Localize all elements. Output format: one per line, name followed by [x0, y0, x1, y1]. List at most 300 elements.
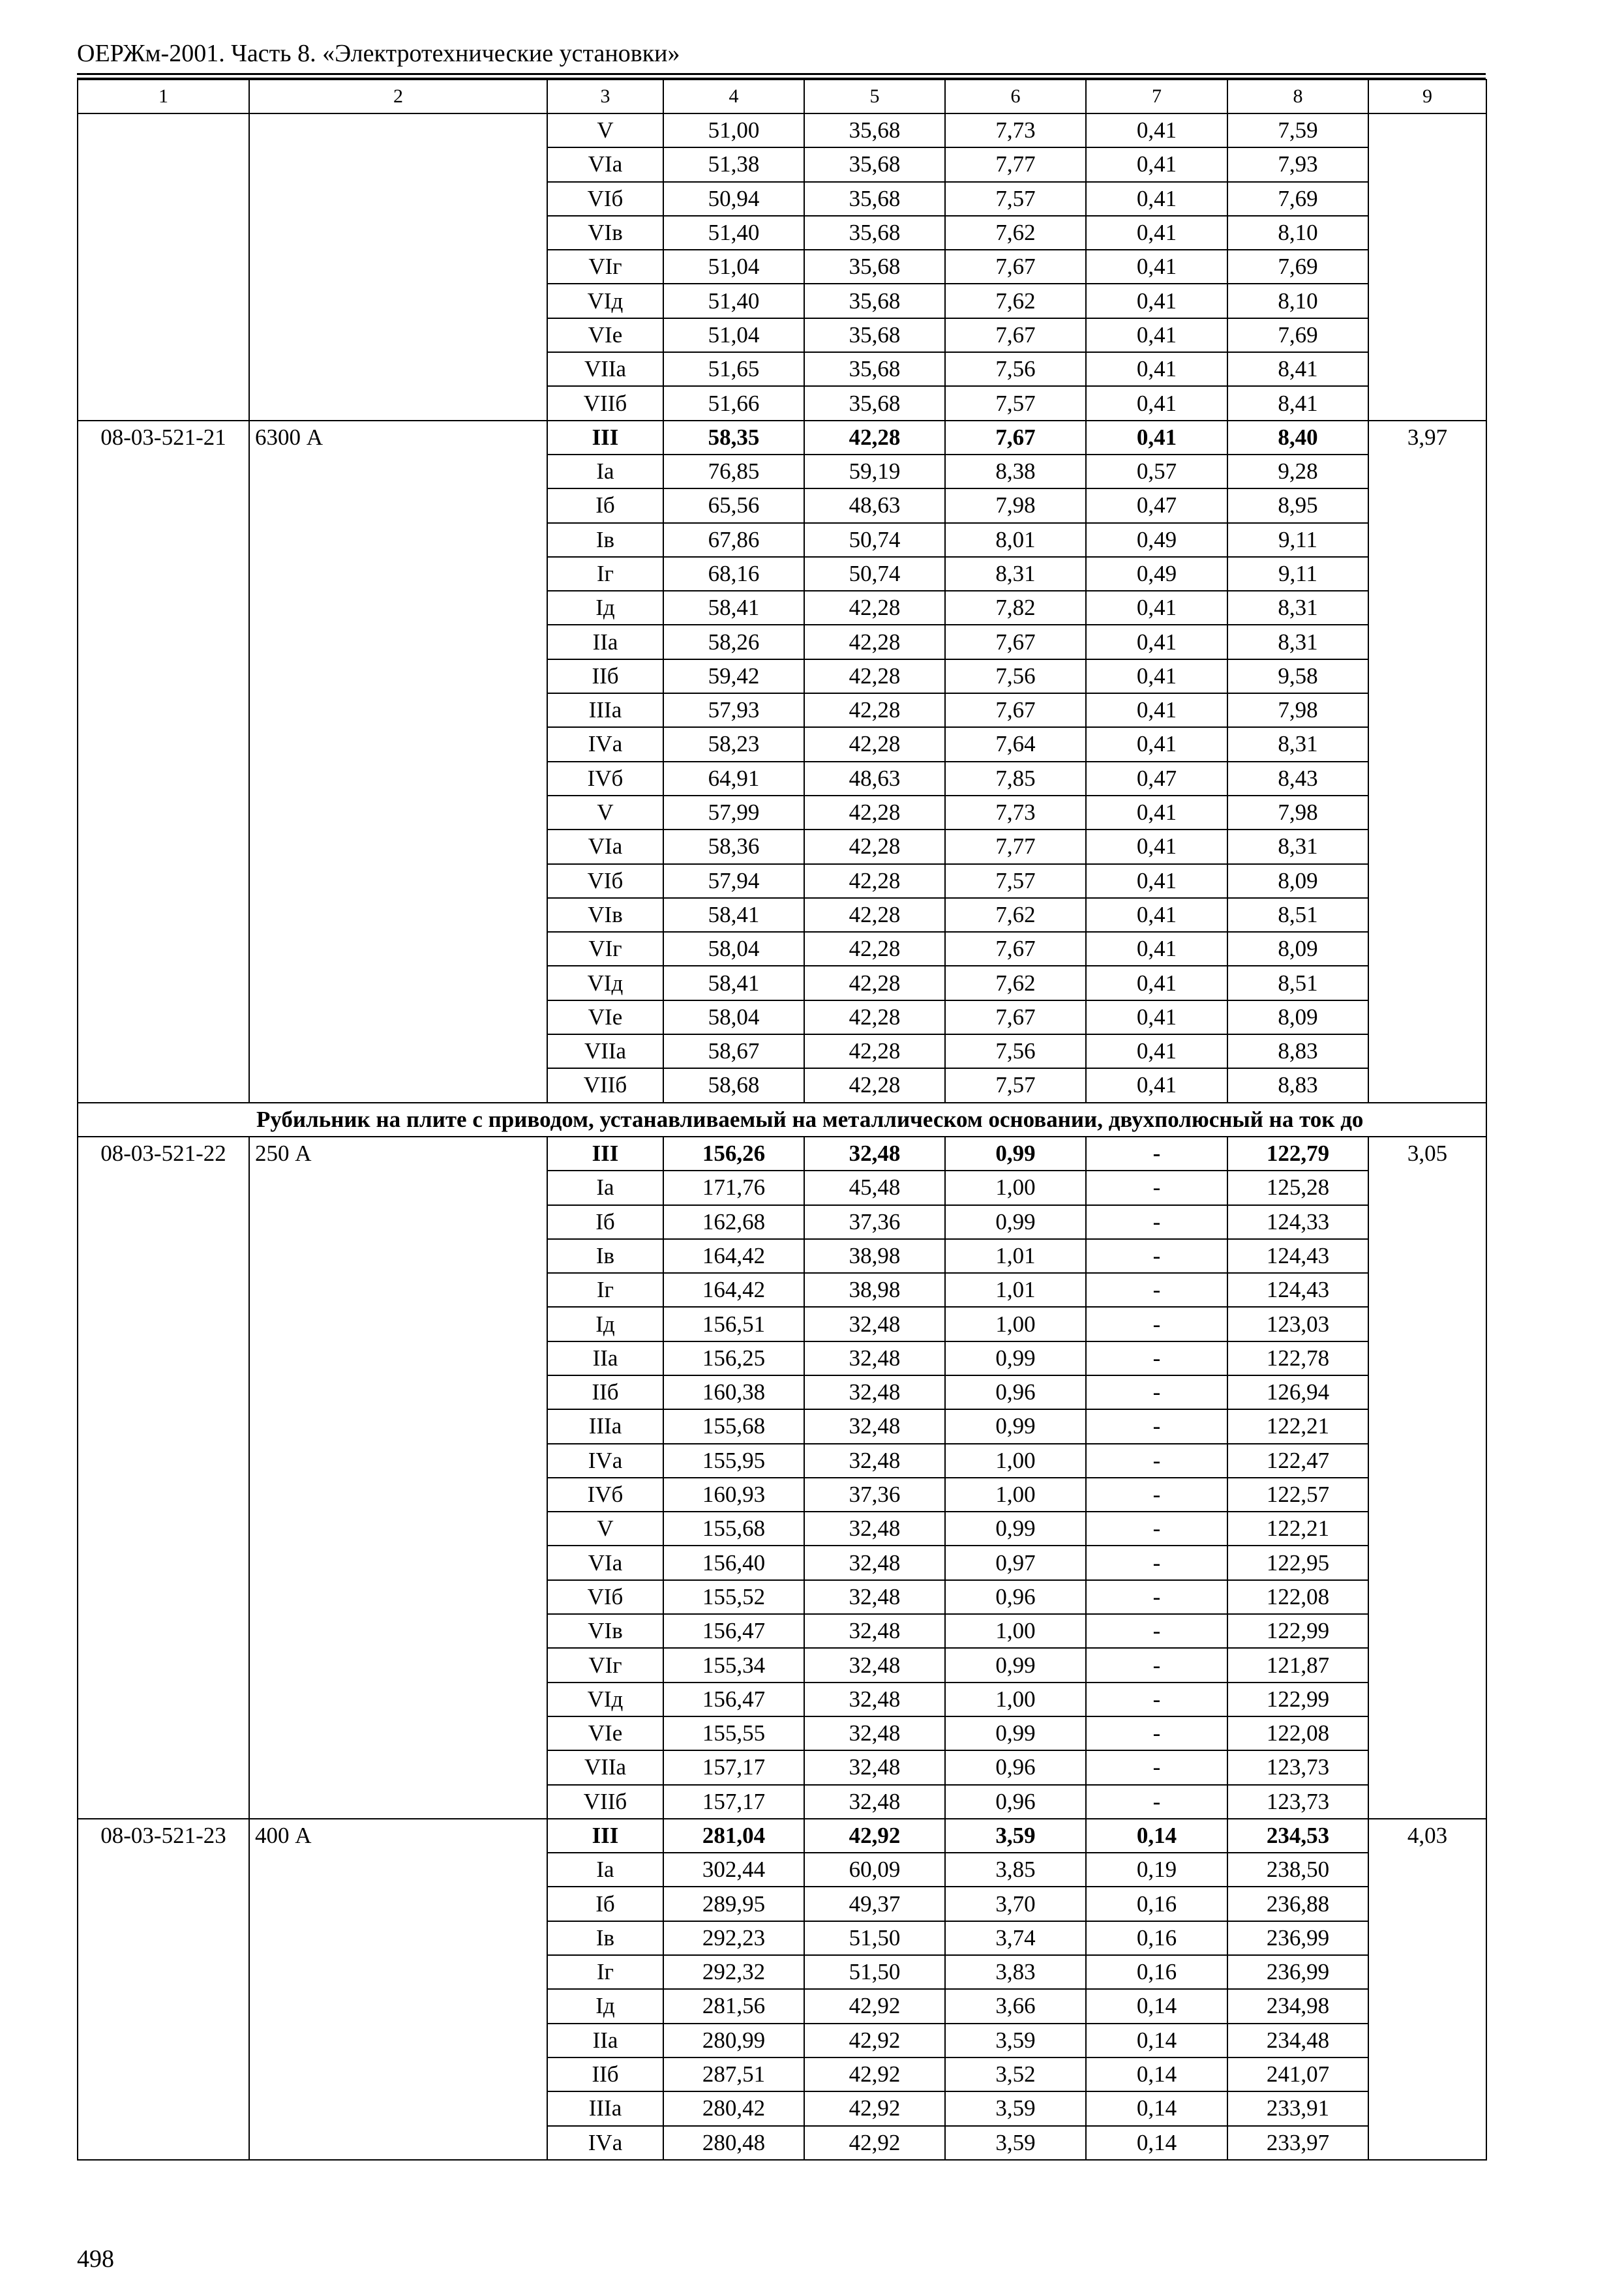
col9-value: 4,03	[1368, 1819, 1486, 2160]
value-cell: 7,56	[945, 659, 1086, 693]
zone-cell: VIб	[547, 182, 663, 216]
zone-cell: VIв	[547, 1614, 663, 1648]
zone-cell: VIд	[547, 284, 663, 318]
value-cell: 7,67	[945, 693, 1086, 727]
rate-code: 08-03-521-23	[78, 1819, 249, 2160]
value-cell: 58,23	[663, 727, 804, 761]
zone-cell: Iв	[547, 523, 663, 557]
value-cell: 8,83	[1227, 1068, 1368, 1102]
value-cell: 7,67	[945, 1000, 1086, 1034]
value-cell: 8,95	[1227, 488, 1368, 522]
zone-cell: VIг	[547, 1648, 663, 1682]
value-cell: 37,36	[804, 1205, 945, 1239]
value-cell: 0,41	[1086, 250, 1227, 284]
value-cell: 48,63	[804, 762, 945, 796]
value-cell: 51,04	[663, 250, 804, 284]
value-cell: 9,11	[1227, 523, 1368, 557]
value-cell: 0,41	[1086, 830, 1227, 863]
value-cell: 8,51	[1227, 898, 1368, 932]
value-cell: 51,00	[663, 113, 804, 147]
zone-cell: Iб	[547, 1887, 663, 1921]
value-cell: 8,31	[1227, 830, 1368, 863]
zone-cell: IVа	[547, 2126, 663, 2160]
value-cell: 0,41	[1086, 898, 1227, 932]
value-cell: 58,36	[663, 830, 804, 863]
value-cell: 0,99	[945, 1716, 1086, 1750]
value-cell: 7,64	[945, 727, 1086, 761]
value-cell: 58,04	[663, 932, 804, 966]
value-cell: 0,49	[1086, 523, 1227, 557]
value-cell: 7,57	[945, 386, 1086, 420]
value-cell: 8,43	[1227, 762, 1368, 796]
value-cell: 57,93	[663, 693, 804, 727]
value-cell: 122,95	[1227, 1546, 1368, 1579]
value-cell: 0,47	[1086, 488, 1227, 522]
value-cell: 126,94	[1227, 1375, 1368, 1409]
rate-code	[78, 113, 249, 421]
value-cell: 0,49	[1086, 557, 1227, 591]
value-cell: 32,48	[804, 1546, 945, 1579]
value-cell: 280,48	[663, 2126, 804, 2160]
value-cell: 0,41	[1086, 318, 1227, 352]
header-rule-top	[77, 73, 1486, 75]
page-header-title: ОЕРЖм-2001. Часть 8. «Электротехнические установки»	[77, 40, 680, 67]
value-cell: 8,31	[1227, 591, 1368, 625]
value-cell: 0,41	[1086, 625, 1227, 659]
value-cell: 121,87	[1227, 1648, 1368, 1682]
value-cell: 0,41	[1086, 966, 1227, 1000]
rate-code: 08-03-521-21	[78, 421, 249, 1103]
value-cell: 42,28	[804, 898, 945, 932]
value-cell: 0,41	[1086, 113, 1227, 147]
value-cell: 287,51	[663, 2057, 804, 2091]
value-cell: 0,41	[1086, 352, 1227, 386]
value-cell: -	[1086, 1409, 1227, 1443]
value-cell: 3,59	[945, 2091, 1086, 2125]
value-cell: 1,00	[945, 1444, 1086, 1478]
value-cell: 292,32	[663, 1955, 804, 1989]
zone-cell: Iг	[547, 1273, 663, 1307]
zone-cell: IIIа	[547, 693, 663, 727]
value-cell: 122,57	[1227, 1478, 1368, 1512]
rates-table	[77, 79, 1487, 2161]
value-cell: 0,41	[1086, 796, 1227, 830]
value-cell: 35,68	[804, 113, 945, 147]
zone-cell: III	[547, 1819, 663, 1853]
value-cell: 32,48	[804, 1375, 945, 1409]
value-cell: 1,00	[945, 1307, 1086, 1341]
value-cell: 236,99	[1227, 1921, 1368, 1955]
value-cell: 238,50	[1227, 1853, 1368, 1887]
value-cell: 1,01	[945, 1273, 1086, 1307]
value-cell: 155,55	[663, 1716, 804, 1750]
value-cell: 7,62	[945, 216, 1086, 250]
zone-cell: VIе	[547, 318, 663, 352]
value-cell: 122,08	[1227, 1716, 1368, 1750]
value-cell: 8,31	[1227, 727, 1368, 761]
value-cell: 7,57	[945, 864, 1086, 898]
value-cell: 32,48	[804, 1648, 945, 1682]
value-cell: 236,88	[1227, 1887, 1368, 1921]
value-cell: 7,93	[1227, 147, 1368, 181]
value-cell: 7,69	[1227, 318, 1368, 352]
value-cell: 122,78	[1227, 1341, 1368, 1375]
value-cell: 57,94	[663, 864, 804, 898]
value-cell: 0,41	[1086, 216, 1227, 250]
value-cell: 42,28	[804, 591, 945, 625]
column-number: 1	[78, 80, 249, 113]
value-cell: 8,51	[1227, 966, 1368, 1000]
zone-cell: VIа	[547, 1546, 663, 1579]
value-cell: 7,62	[945, 898, 1086, 932]
value-cell: 0,41	[1086, 421, 1227, 455]
value-cell: 42,92	[804, 2091, 945, 2125]
value-cell: 60,09	[804, 1853, 945, 1887]
zone-cell: VIIа	[547, 352, 663, 386]
zone-cell: Iг	[547, 1955, 663, 1989]
value-cell: -	[1086, 1375, 1227, 1409]
value-cell: -	[1086, 1785, 1227, 1819]
value-cell: -	[1086, 1444, 1227, 1478]
value-cell: 58,41	[663, 898, 804, 932]
value-cell: -	[1086, 1341, 1227, 1375]
value-cell: 122,21	[1227, 1409, 1368, 1443]
value-cell: 0,41	[1086, 693, 1227, 727]
zone-cell: Iа	[547, 1171, 663, 1204]
value-cell: 35,68	[804, 250, 945, 284]
section-title-row	[78, 1103, 1486, 1137]
value-cell: 42,28	[804, 421, 945, 455]
value-cell: 67,86	[663, 523, 804, 557]
value-cell: 0,16	[1086, 1887, 1227, 1921]
value-cell: 32,48	[804, 1137, 945, 1171]
value-cell: 233,91	[1227, 2091, 1368, 2125]
table-row	[78, 1137, 1486, 1171]
value-cell: 0,16	[1086, 1921, 1227, 1955]
value-cell: -	[1086, 1239, 1227, 1273]
zone-cell: VIе	[547, 1716, 663, 1750]
value-cell: 0,41	[1086, 147, 1227, 181]
value-cell: 42,28	[804, 1068, 945, 1102]
value-cell: 3,70	[945, 1887, 1086, 1921]
zone-cell: Iа	[547, 1853, 663, 1887]
value-cell: 157,17	[663, 1785, 804, 1819]
zone-cell: Iд	[547, 591, 663, 625]
value-cell: 8,38	[945, 455, 1086, 488]
value-cell: 7,77	[945, 830, 1086, 863]
value-cell: 8,40	[1227, 421, 1368, 455]
column-number: 6	[945, 80, 1086, 113]
value-cell: 8,83	[1227, 1034, 1368, 1068]
value-cell: 162,68	[663, 1205, 804, 1239]
zone-cell: IIа	[547, 625, 663, 659]
value-cell: 0,99	[945, 1137, 1086, 1171]
value-cell: 42,28	[804, 727, 945, 761]
value-cell: 0,41	[1086, 659, 1227, 693]
value-cell: 0,41	[1086, 182, 1227, 216]
value-cell: 0,14	[1086, 1989, 1227, 2023]
value-cell: 7,98	[945, 488, 1086, 522]
value-cell: 42,28	[804, 659, 945, 693]
value-cell: 0,99	[945, 1341, 1086, 1375]
value-cell: 58,35	[663, 421, 804, 455]
value-cell: 42,92	[804, 1819, 945, 1853]
value-cell: 35,68	[804, 147, 945, 181]
zone-cell: V	[547, 796, 663, 830]
value-cell: 123,73	[1227, 1785, 1368, 1819]
value-cell: -	[1086, 1614, 1227, 1648]
value-cell: 122,79	[1227, 1137, 1368, 1171]
zone-cell: VIа	[547, 830, 663, 863]
section-title: Рубильник на плите с приводом, устанавливаемый на металлическом основании, двухполюсный на ток до	[78, 1103, 1486, 1137]
value-cell: 51,65	[663, 352, 804, 386]
value-cell: -	[1086, 1512, 1227, 1546]
value-cell: 8,09	[1227, 932, 1368, 966]
value-cell: 65,56	[663, 488, 804, 522]
value-cell: 8,10	[1227, 216, 1368, 250]
zone-cell: V	[547, 113, 663, 147]
value-cell: -	[1086, 1683, 1227, 1716]
value-cell: 0,96	[945, 1750, 1086, 1784]
value-cell: 156,25	[663, 1341, 804, 1375]
rate-name	[249, 113, 547, 421]
value-cell: -	[1086, 1273, 1227, 1307]
value-cell: 122,21	[1227, 1512, 1368, 1546]
value-cell: 32,48	[804, 1716, 945, 1750]
value-cell: 0,57	[1086, 455, 1227, 488]
value-cell: 38,98	[804, 1273, 945, 1307]
value-cell: 58,41	[663, 591, 804, 625]
value-cell: 292,23	[663, 1921, 804, 1955]
value-cell: 64,91	[663, 762, 804, 796]
value-cell: 157,17	[663, 1750, 804, 1784]
value-cell: 57,99	[663, 796, 804, 830]
value-cell: 3,83	[945, 1955, 1086, 1989]
value-cell: 0,41	[1086, 591, 1227, 625]
value-cell: 7,98	[1227, 796, 1368, 830]
value-cell: 7,67	[945, 421, 1086, 455]
value-cell: 1,00	[945, 1683, 1086, 1716]
value-cell: 32,48	[804, 1683, 945, 1716]
value-cell: 42,28	[804, 625, 945, 659]
value-cell: 0,19	[1086, 1853, 1227, 1887]
zone-cell: VIб	[547, 1580, 663, 1614]
column-number: 9	[1368, 80, 1486, 113]
zone-cell: IIа	[547, 1341, 663, 1375]
value-cell: 8,31	[1227, 625, 1368, 659]
value-cell: 0,96	[945, 1785, 1086, 1819]
value-cell: 124,43	[1227, 1239, 1368, 1273]
value-cell: 1,00	[945, 1614, 1086, 1648]
zone-cell: IIб	[547, 1375, 663, 1409]
value-cell: 280,99	[663, 2024, 804, 2057]
value-cell: 0,41	[1086, 386, 1227, 420]
value-cell: 124,43	[1227, 1273, 1368, 1307]
value-cell: 8,09	[1227, 864, 1368, 898]
value-cell: 3,66	[945, 1989, 1086, 2023]
value-cell: 7,56	[945, 352, 1086, 386]
value-cell: 50,74	[804, 523, 945, 557]
value-cell: 233,97	[1227, 2126, 1368, 2160]
value-cell: 122,47	[1227, 1444, 1368, 1478]
value-cell: 7,67	[945, 318, 1086, 352]
value-cell: 281,04	[663, 1819, 804, 1853]
zone-cell: Iб	[547, 1205, 663, 1239]
value-cell: 160,38	[663, 1375, 804, 1409]
value-cell: 156,51	[663, 1307, 804, 1341]
value-cell: 289,95	[663, 1887, 804, 1921]
zone-cell: VIг	[547, 250, 663, 284]
value-cell: 123,03	[1227, 1307, 1368, 1341]
value-cell: 9,58	[1227, 659, 1368, 693]
zone-cell: VIг	[547, 932, 663, 966]
value-cell: 42,28	[804, 1000, 945, 1034]
value-cell: 58,26	[663, 625, 804, 659]
value-cell: 8,41	[1227, 352, 1368, 386]
value-cell: 42,92	[804, 2024, 945, 2057]
value-cell: 9,28	[1227, 455, 1368, 488]
value-cell: -	[1086, 1750, 1227, 1784]
value-cell: 42,92	[804, 2126, 945, 2160]
table-row	[78, 1819, 1486, 1853]
value-cell: 156,40	[663, 1546, 804, 1579]
value-cell: 164,42	[663, 1239, 804, 1273]
value-cell: 7,69	[1227, 250, 1368, 284]
value-cell: 51,38	[663, 147, 804, 181]
value-cell: 7,67	[945, 625, 1086, 659]
column-number: 3	[547, 80, 663, 113]
zone-cell: Iд	[547, 1989, 663, 2023]
zone-cell: VIб	[547, 864, 663, 898]
value-cell: 164,42	[663, 1273, 804, 1307]
value-cell: 51,50	[804, 1921, 945, 1955]
value-cell: 38,98	[804, 1239, 945, 1273]
value-cell: 122,08	[1227, 1580, 1368, 1614]
zone-cell: Iв	[547, 1921, 663, 1955]
value-cell: 3,85	[945, 1853, 1086, 1887]
value-cell: 155,95	[663, 1444, 804, 1478]
rate-name: 6300 А	[249, 421, 547, 1103]
value-cell: -	[1086, 1716, 1227, 1750]
value-cell: 0,41	[1086, 864, 1227, 898]
value-cell: 0,97	[945, 1546, 1086, 1579]
col9-value	[1368, 113, 1486, 421]
zone-cell: V	[547, 1512, 663, 1546]
value-cell: -	[1086, 1580, 1227, 1614]
value-cell: -	[1086, 1546, 1227, 1579]
value-cell: 8,01	[945, 523, 1086, 557]
value-cell: 0,96	[945, 1375, 1086, 1409]
zone-cell: Iб	[547, 488, 663, 522]
value-cell: 51,40	[663, 216, 804, 250]
value-cell: 7,62	[945, 284, 1086, 318]
zone-cell: IVа	[547, 1444, 663, 1478]
column-number-row	[78, 80, 1486, 113]
rate-code: 08-03-521-22	[78, 1137, 249, 1819]
rate-name: 400 А	[249, 1819, 547, 2160]
value-cell: 51,66	[663, 386, 804, 420]
zone-cell: III	[547, 1137, 663, 1171]
column-number: 2	[249, 80, 547, 113]
value-cell: 8,31	[945, 557, 1086, 591]
zone-cell: VIе	[547, 1000, 663, 1034]
value-cell: -	[1086, 1171, 1227, 1204]
value-cell: 171,76	[663, 1171, 804, 1204]
value-cell: 35,68	[804, 284, 945, 318]
col9-value: 3,05	[1368, 1137, 1486, 1819]
value-cell: -	[1086, 1307, 1227, 1341]
value-cell: 0,14	[1086, 1819, 1227, 1853]
zone-cell: IVа	[547, 727, 663, 761]
value-cell: 45,48	[804, 1171, 945, 1204]
value-cell: 3,59	[945, 2024, 1086, 2057]
value-cell: 1,00	[945, 1478, 1086, 1512]
zone-cell: VIд	[547, 966, 663, 1000]
value-cell: 42,28	[804, 864, 945, 898]
value-cell: -	[1086, 1478, 1227, 1512]
rate-name: 250 А	[249, 1137, 547, 1819]
value-cell: 58,67	[663, 1034, 804, 1068]
value-cell: 42,28	[804, 932, 945, 966]
value-cell: 35,68	[804, 318, 945, 352]
value-cell: 32,48	[804, 1409, 945, 1443]
value-cell: 51,04	[663, 318, 804, 352]
value-cell: 8,41	[1227, 386, 1368, 420]
column-number: 5	[804, 80, 945, 113]
zone-cell: IVб	[547, 762, 663, 796]
value-cell: 42,92	[804, 1989, 945, 2023]
value-cell: 35,68	[804, 386, 945, 420]
value-cell: 123,73	[1227, 1750, 1368, 1784]
zone-cell: Iв	[547, 1239, 663, 1273]
zone-cell: VIIа	[547, 1750, 663, 1784]
value-cell: 3,59	[945, 1819, 1086, 1853]
value-cell: 7,57	[945, 182, 1086, 216]
value-cell: 42,28	[804, 1034, 945, 1068]
value-cell: 3,59	[945, 2126, 1086, 2160]
value-cell: 51,40	[663, 284, 804, 318]
value-cell: 8,09	[1227, 1000, 1368, 1034]
value-cell: 155,68	[663, 1512, 804, 1546]
value-cell: 8,10	[1227, 284, 1368, 318]
zone-cell: VIв	[547, 216, 663, 250]
value-cell: 51,50	[804, 1955, 945, 1989]
value-cell: 0,99	[945, 1648, 1086, 1682]
value-cell: 35,68	[804, 216, 945, 250]
value-cell: 32,48	[804, 1580, 945, 1614]
value-cell: 9,11	[1227, 557, 1368, 591]
column-number: 4	[663, 80, 804, 113]
value-cell: 0,41	[1086, 1034, 1227, 1068]
value-cell: 0,41	[1086, 932, 1227, 966]
value-cell: 7,57	[945, 1068, 1086, 1102]
value-cell: 0,16	[1086, 1955, 1227, 1989]
value-cell: 32,48	[804, 1341, 945, 1375]
value-cell: 0,14	[1086, 2024, 1227, 2057]
table-row	[78, 113, 1486, 147]
zone-cell: VIв	[547, 898, 663, 932]
value-cell: 58,68	[663, 1068, 804, 1102]
value-cell: 156,26	[663, 1137, 804, 1171]
value-cell: 50,74	[804, 557, 945, 591]
value-cell: 42,92	[804, 2057, 945, 2091]
value-cell: 124,33	[1227, 1205, 1368, 1239]
value-cell: 7,62	[945, 966, 1086, 1000]
value-cell: 1,01	[945, 1239, 1086, 1273]
value-cell: 42,28	[804, 693, 945, 727]
value-cell: 32,48	[804, 1307, 945, 1341]
value-cell: 3,52	[945, 2057, 1086, 2091]
